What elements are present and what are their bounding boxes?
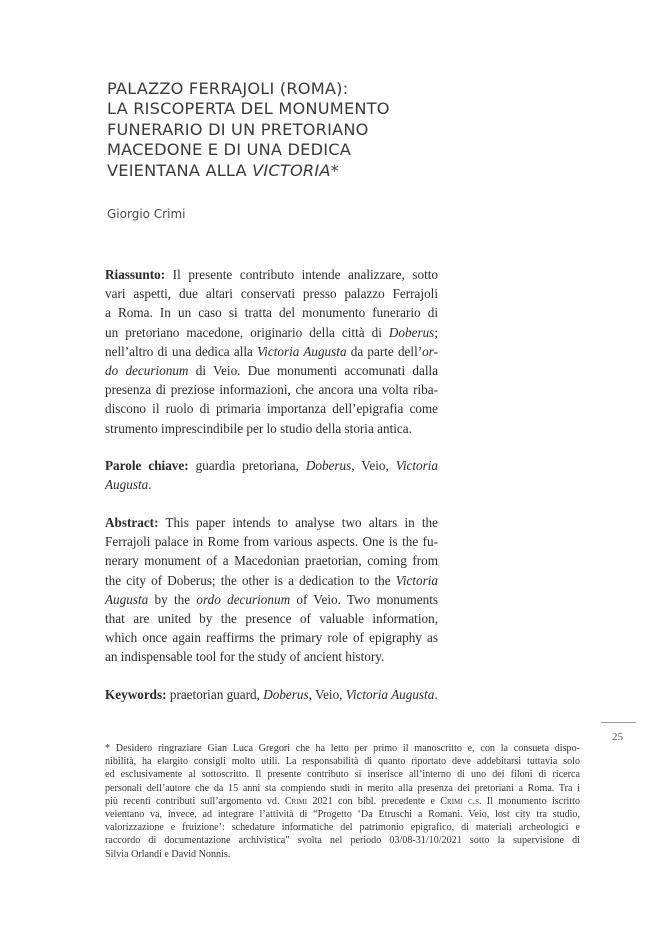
keywords-paragraph xyxy=(105,685,438,704)
italic-term: Victoria Augusta xyxy=(345,687,435,702)
text: the city of Doberus; the other is a dedication to the xyxy=(105,572,396,588)
text-line: nerary monument of a Macedonian praetorian, coming from xyxy=(105,553,438,569)
text-line: an indispensable tool for the study of ancient history. xyxy=(105,649,385,665)
footnote-line: * Desidero ringraziare Gian Luca Gregori che ha letto per primo il manoscritto e, con la consueta dispo- xyxy=(105,743,580,754)
text: Il presente contributo intende analizzare, sotto xyxy=(165,267,438,282)
text: , Veio, xyxy=(308,687,346,702)
text-line: that are united by the presence of valuable information, xyxy=(105,611,438,627)
italic-term: Doberus xyxy=(263,687,309,702)
text-line xyxy=(105,265,438,284)
text-line xyxy=(105,475,438,494)
text: nell’altro di una dedica alla xyxy=(105,343,258,359)
italic-term: Doberus xyxy=(305,458,352,473)
footnote-line: personali dell’autore che da 15 anni sta compiendo studi in merito alla presenza dei pretoriani a Roma. Tra i xyxy=(105,782,580,794)
italic-term: Augusta xyxy=(105,477,149,493)
italic-term: Augusta xyxy=(105,591,149,607)
abstract-paragraph xyxy=(105,513,438,667)
text-line: discono il ruolo di primaria importanza dell’epigrafia come xyxy=(105,401,438,417)
title-line: LA RISCOPERTA DEL MONUMENTO xyxy=(107,99,390,119)
title-line: MACEDONE E DI UNA DEDICA xyxy=(107,140,352,160)
title-line: PALAZZO FERRAJOLI (ROMA): xyxy=(107,78,349,98)
keywords-label: Keywords: xyxy=(105,687,167,702)
footnote-line xyxy=(105,795,580,808)
article-title xyxy=(107,79,467,182)
text-line: vari aspetti, due altari conservati presso palazzo Ferrajoli xyxy=(105,286,438,302)
parole-chiave-paragraph xyxy=(105,456,438,494)
footnote-line: valorizzazione e fruizione’: schedature informatiche del patrimonio epigrafico, di materiali archeologici e xyxy=(105,822,580,834)
riassunto-label: Riassunto: xyxy=(105,267,166,282)
riassunto-paragraph xyxy=(105,265,438,438)
text-line: Ferrajoli palace in Rome from various aspects. One is the fu- xyxy=(105,534,438,550)
title-text: VEIENTANA ALLA xyxy=(107,160,253,180)
title-italic: VICTORIA xyxy=(252,160,331,180)
text: più recenti contributi sull’argomento vd. xyxy=(105,795,285,807)
text: Il monumento iscritto xyxy=(481,795,580,807)
text: . xyxy=(148,477,152,493)
text-line xyxy=(105,590,438,609)
title-footnote-marker: * xyxy=(330,160,339,180)
footnote-line: Silvia Orlandi e David Nonnis. xyxy=(105,848,231,860)
text-line: a Roma. In un caso si tratta del monumento funerario di xyxy=(105,305,438,321)
author-citation: Crimi c.s. xyxy=(440,795,482,807)
text-line xyxy=(105,513,438,532)
text: ; xyxy=(434,324,438,340)
text: 2021 con bibl. precedente e xyxy=(307,795,441,807)
footnote xyxy=(105,742,580,861)
text-line xyxy=(105,342,438,361)
footnote-line: ed esclusivamente al sottoscritto. Il presente contributo si inserisce all’interno di uno dei filoni di ricerca xyxy=(105,769,580,781)
footnote-line: nibilità, ha elargito consigli molto utili. La responsabilità di quanto riportato deve addebitarsi tuttavia solo xyxy=(105,756,580,768)
text-line: which once again reaffirms the primary role of epigraphy as xyxy=(105,630,438,646)
author-name: Giorgio Crimi xyxy=(107,207,186,221)
text: da parte dell’ xyxy=(346,343,423,359)
text-line xyxy=(105,571,438,590)
footnote-line: veientano va, invece, ad integrare l’attività di “Progetto ‘Da Etruschi a Romani. Veio, lost city tra studio, xyxy=(105,809,580,821)
italic-term: Doberus xyxy=(388,324,435,340)
abstract-label: Abstract: xyxy=(105,515,159,530)
text: This paper intends to analyse two altars in the xyxy=(158,515,438,530)
text: guardia pretoriana, xyxy=(188,458,306,473)
text-line: presenza di preziose informazioni, che ancora una volta riba- xyxy=(105,382,438,398)
page-number: 25 xyxy=(612,731,623,743)
text-line xyxy=(105,361,438,380)
text: un pretoriano macedone, originario della città di xyxy=(105,324,389,340)
text-line xyxy=(105,323,438,342)
text-line: strumento imprescindibile per lo studio della storia antica. xyxy=(105,420,412,436)
text: , Veio, xyxy=(351,458,396,473)
italic-term: Victoria xyxy=(395,572,438,588)
title-line xyxy=(107,161,467,182)
italic-term: do decurionum xyxy=(105,363,189,379)
page-number-rule xyxy=(601,722,636,723)
text: praetorian guard, xyxy=(166,687,264,702)
text: of Veio. Two monuments xyxy=(290,591,438,607)
italic-term: or- xyxy=(422,343,438,359)
footnote-line: raccordo di documentazione archivistica” svolta nel periodo 03/08-31/10/2021 sotto la supervisione di xyxy=(105,835,580,847)
title-line: FUNERARIO DI UN PRETORIANO xyxy=(107,119,369,139)
italic-term: Victoria Augusta xyxy=(257,343,347,359)
author-citation: Crimi xyxy=(284,795,308,807)
text: . xyxy=(434,687,438,702)
text: by the xyxy=(148,591,197,607)
text: di Veio. Due monumenti accomunati dalla xyxy=(188,363,438,379)
italic-term: Victoria xyxy=(395,458,438,473)
text-line xyxy=(105,456,438,475)
text-line xyxy=(105,685,438,704)
parole-chiave-label: Parole chiave: xyxy=(105,458,189,473)
italic-term: ordo decurionum xyxy=(196,591,291,607)
